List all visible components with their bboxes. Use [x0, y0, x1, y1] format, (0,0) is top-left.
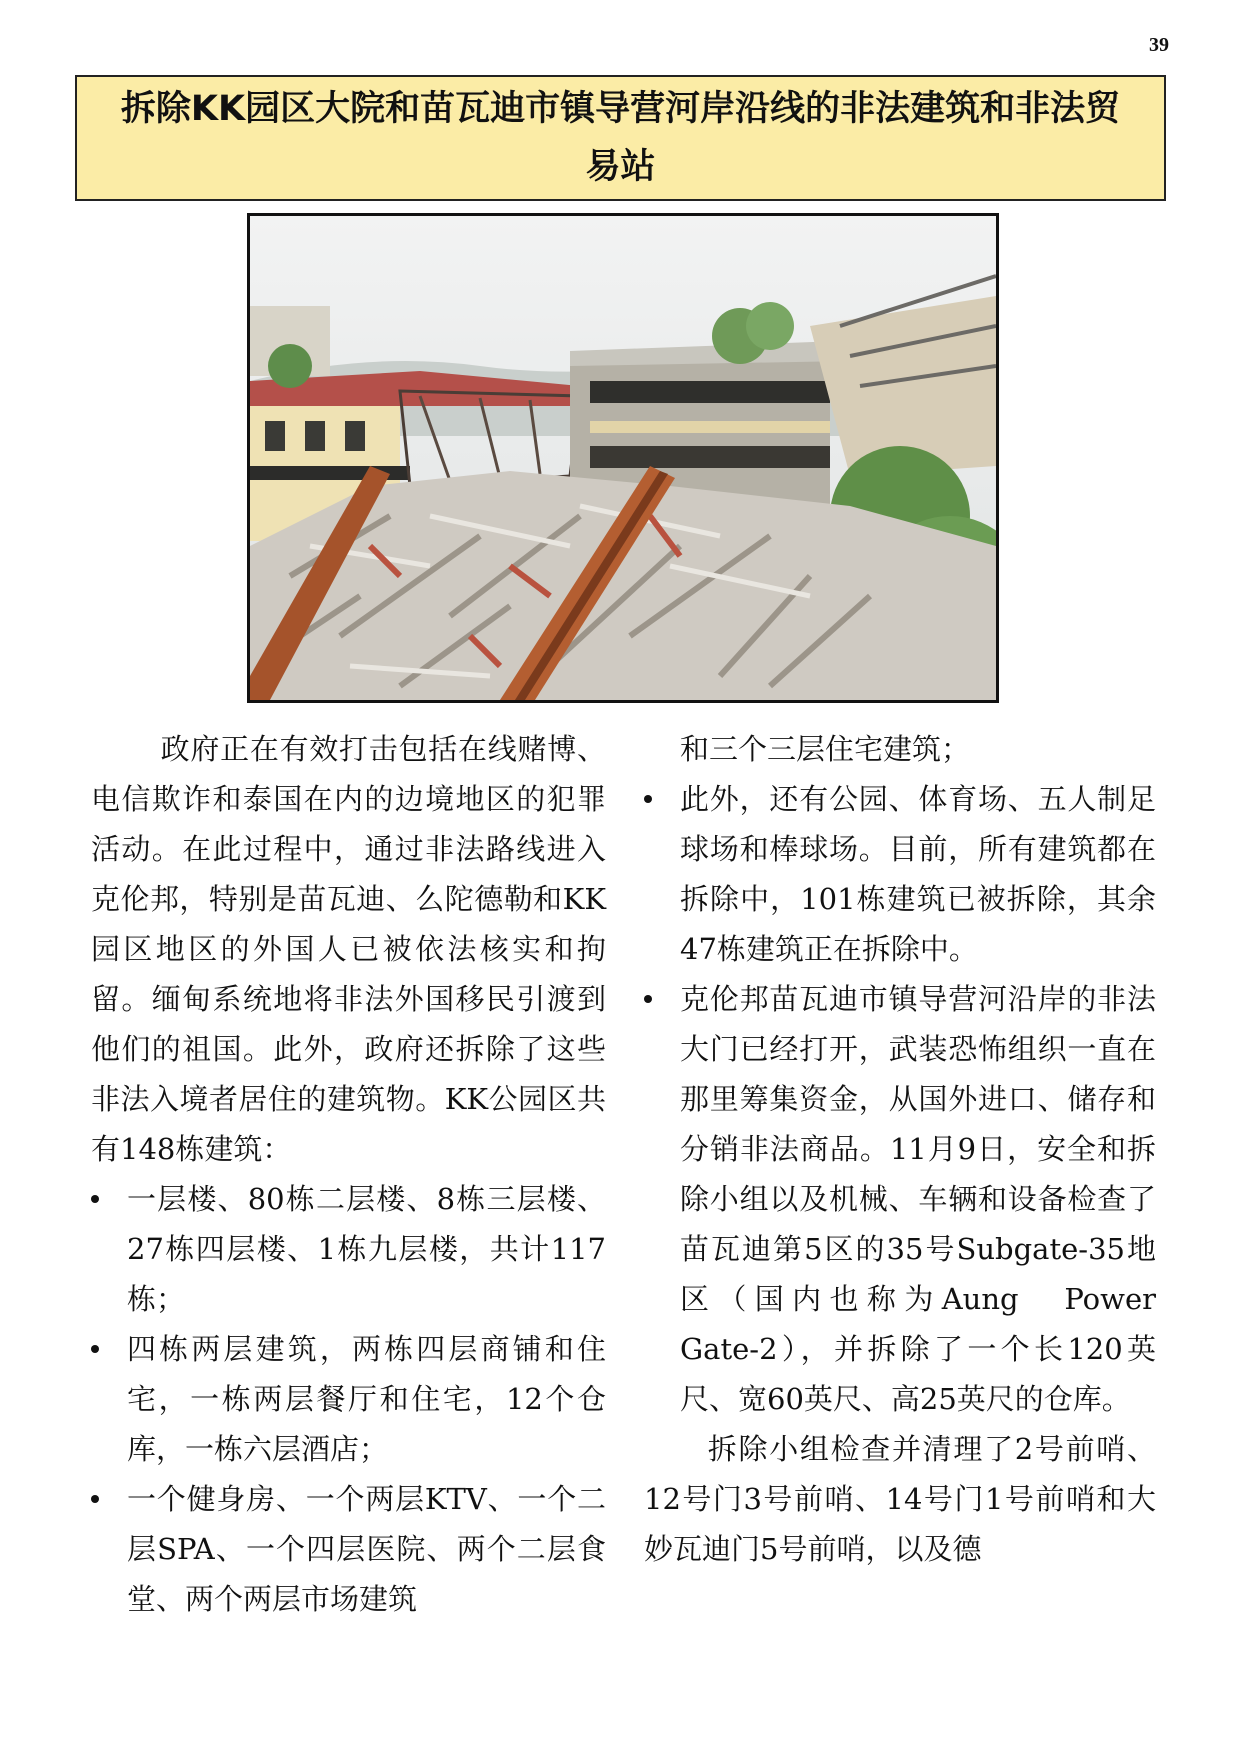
list-continuation: 和三个三层住宅建筑； — [680, 732, 971, 766]
list-item-text: 一层楼、80栋二层楼、8栋三层楼、27栋四层楼、1栋九层楼，共计117栋； — [127, 1182, 606, 1316]
list-item — [91, 1474, 606, 1624]
list-item — [91, 1174, 606, 1324]
demolition-photo — [247, 213, 999, 703]
page-number: 39 — [1149, 34, 1169, 56]
list-item-text: 一个健身房、一个两层KTV、一个二层SPA、一个四层医院、两个二层食堂、两个两层市场建筑 — [127, 1482, 606, 1616]
list-item — [91, 1324, 606, 1474]
building-list — [91, 1174, 606, 1624]
list-item — [644, 774, 1156, 974]
intro-paragraph: 政府正在有效打击包括在线赌博、电信欺诈和泰国在内的边境地区的犯罪活动。在此过程中，通过非法路线进入克伦邦，特别是苗瓦迪、么陀德勒和KK 园区地区的外国人已被依法核实和拘留。缅甸系统地将非法外国移民引渡到他们的祖国。此外，政府还拆除了这些非法入境者居住的建筑物。KK公园区共有148栋建筑： — [91, 732, 636, 1166]
article-title: 拆除KK园区大院和苗瓦迪市镇导营河岸沿线的非法建筑和非法贸易站 — [120, 89, 1121, 187]
bullet-icon — [91, 1495, 99, 1503]
left-column — [91, 724, 636, 1624]
list-item-text: 克伦邦苗瓦迪市镇导营河沿岸的非法大门已经打开，武装恐怖组织一直在那里筹集资金，从国外进口、储存和分销非法商品。11月9日，安全和拆除小组以及机械、车辆和设备检查了苗瓦迪第5区的35号Subgate-35地区（国内也称为Aung Power Gate-2），并拆除了一个长120英尺、宽60英尺、高25英尺的仓库。 — [680, 982, 1186, 1416]
closing-paragraph: 拆除小组检查并清理了2号前哨、12号门3号前哨、14号门1号前哨和大妙瓦迪门5号前哨，以及德 — [644, 1432, 1156, 1566]
demolition-list — [644, 774, 1186, 1424]
demolition-photo-illustration — [250, 216, 996, 700]
list-item-text: 此外，还有公园、体育场、五人制足球场和棒球场。目前，所有建筑都在拆除中，101栋建筑已被拆除，其余47栋建筑正在拆除中。 — [680, 782, 1156, 966]
bullet-icon — [644, 995, 652, 1003]
article-title-box — [75, 75, 1166, 201]
list-item — [644, 974, 1186, 1424]
bullet-icon — [91, 1345, 99, 1353]
list-item-text: 四栋两层建筑，两栋四层商铺和住宅，一栋两层餐厅和住宅，12个仓库，一栋六层酒店； — [127, 1332, 606, 1466]
bullet-icon — [644, 795, 652, 803]
bullet-icon — [91, 1195, 99, 1203]
right-column — [644, 724, 1186, 1574]
